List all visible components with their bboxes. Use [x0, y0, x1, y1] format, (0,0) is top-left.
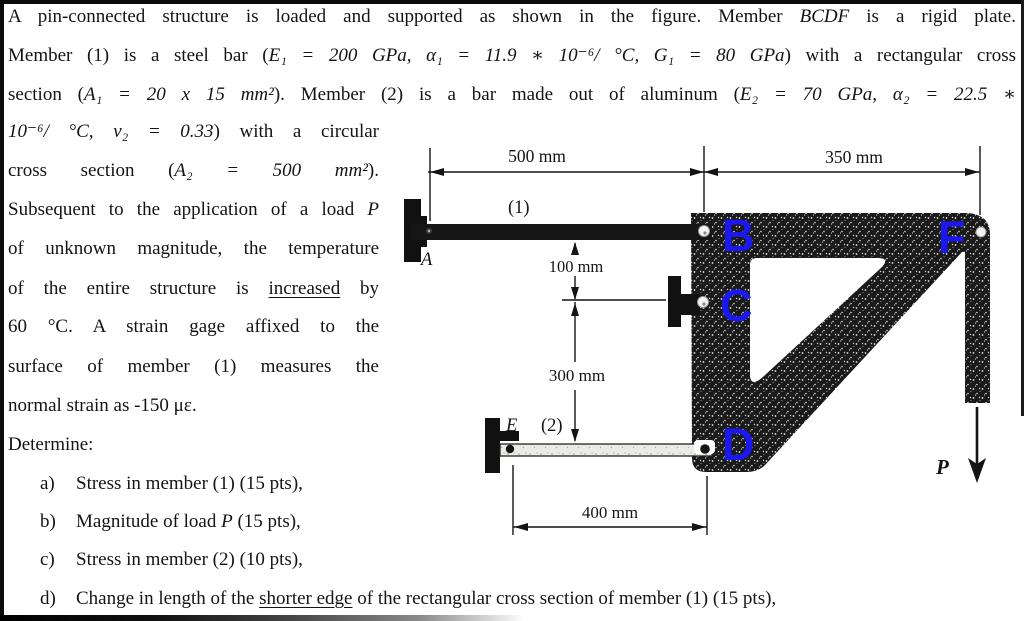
determine-item-d	[8, 587, 1016, 611]
text-segment: 60 °C. A strain gage affixed to the	[8, 316, 379, 337]
arrowhead	[571, 303, 579, 316]
point-c-label: C	[720, 280, 753, 331]
problem-line-3	[8, 83, 1016, 107]
problem-line-11	[8, 394, 379, 418]
text-segment: E₁ = 200 GPa, α₁ = 11.9 ∗ 10⁻⁶/ °C, G₁ = 80 GPa	[268, 45, 785, 66]
text-segment: normal strain as -150 με.	[8, 395, 197, 416]
wall-support-e	[485, 418, 500, 473]
text-segment: E₂ = 70 GPa, α₂ = 22.5 ∗	[739, 84, 1017, 105]
member2-bar	[500, 444, 712, 456]
arrowhead	[965, 168, 979, 176]
problem-line-12	[8, 433, 379, 457]
dim-500-label: 500 mm	[508, 146, 566, 166]
problem-line-4	[8, 120, 379, 144]
text-segment: Change in length of the	[76, 588, 260, 609]
arrowhead	[692, 523, 706, 531]
pin-c-fleck	[702, 302, 705, 305]
text-segment: increased	[268, 278, 341, 299]
text-segment: Determine:	[8, 434, 94, 455]
text-segment: Member (1) is a steel bar (	[8, 45, 269, 66]
problem-line-10	[8, 355, 379, 379]
pin-c	[698, 297, 709, 308]
text-segment: A₁ = 20 x 15 mm²	[84, 84, 274, 105]
problem-line-2	[8, 44, 1016, 68]
problem-line-6	[8, 198, 379, 222]
arrowhead	[704, 168, 718, 176]
text-segment: of unknown magnitude, the temperature	[8, 238, 379, 259]
text-segment: BCDF	[799, 6, 850, 27]
text-segment: is a rigid plate.	[849, 6, 1016, 27]
text-segment: (15 pts),	[232, 511, 301, 532]
item-marker: c)	[40, 549, 55, 570]
support-bracket-c-arm	[681, 294, 700, 315]
text-segment: A₂ = 500 mm²	[174, 160, 368, 181]
problem-line-8	[8, 277, 379, 301]
text-segment: ) with a circular	[213, 121, 379, 142]
text-segment: by	[340, 278, 380, 299]
dim-400-label: 400 mm	[581, 503, 639, 522]
arrowhead	[514, 523, 528, 531]
pin-b-fleck	[703, 231, 706, 234]
point-d-label: D	[722, 419, 755, 470]
dim-350-label: 350 mm	[825, 147, 883, 167]
text-segment: 10⁻⁶/ °C, ν₂ = 0.33	[8, 121, 214, 142]
text-segment: A pin-connected structure is loaded and supported as shown in the figure. Member	[8, 6, 800, 27]
hanging-bar-f	[965, 240, 990, 403]
arrowhead	[571, 242, 579, 255]
point-a-label: A	[421, 250, 433, 270]
text-segment: ).	[367, 160, 379, 181]
text-segment: ) with a rectangular cross	[784, 45, 1016, 66]
arrowhead	[571, 429, 579, 442]
text-segment: cross section (	[8, 160, 175, 181]
problem-line-5	[8, 159, 379, 183]
arrowhead	[690, 168, 704, 176]
text-segment: P	[221, 511, 233, 532]
text-segment: P	[367, 199, 379, 220]
load-p-label: P	[936, 455, 949, 479]
member1-bar	[411, 224, 712, 240]
point-b-label: B	[722, 210, 755, 261]
text-segment: of the entire structure is	[8, 278, 269, 299]
determine-item-c	[8, 548, 1016, 572]
item-marker: d)	[40, 588, 56, 609]
structure-figure	[388, 134, 1024, 546]
arrowhead	[430, 168, 444, 176]
item-marker: a)	[40, 473, 55, 494]
text-segment: ). Member (2) is a bar made out of aluminum (	[273, 84, 740, 105]
text-segment: Stress in member (1) (15 pts),	[76, 473, 303, 494]
dim-100-label: 100 mm	[548, 257, 604, 276]
text-segment: Magnitude of load	[76, 511, 222, 532]
pin-f	[976, 227, 986, 237]
pin-e	[506, 445, 514, 453]
support-bracket-c	[668, 276, 681, 327]
dim-300-label: 300 mm	[548, 366, 606, 385]
text-segment: of the rectangular cross section of member (1) (15 pts),	[352, 588, 777, 609]
text-segment: shorter edge	[259, 588, 353, 609]
point-f-label: F	[938, 212, 966, 263]
text-segment: surface of member (1) measures the	[8, 356, 379, 377]
pin-a-center	[428, 230, 430, 232]
problem-line-1	[8, 5, 1016, 29]
text-segment: section (	[8, 84, 84, 105]
text-segment: Subsequent to the application of a load	[8, 199, 368, 220]
pin-d	[700, 444, 710, 454]
problem-line-9	[8, 315, 379, 339]
pin-b	[699, 226, 710, 237]
item-marker: b)	[40, 511, 56, 532]
problem-line-7	[8, 237, 379, 261]
arrowhead	[571, 287, 579, 300]
member2-label: (2)	[541, 416, 563, 436]
point-e-label: E	[506, 416, 518, 436]
text-segment: Stress in member (2) (10 pts),	[76, 549, 303, 570]
member1-label: (1)	[508, 198, 530, 218]
